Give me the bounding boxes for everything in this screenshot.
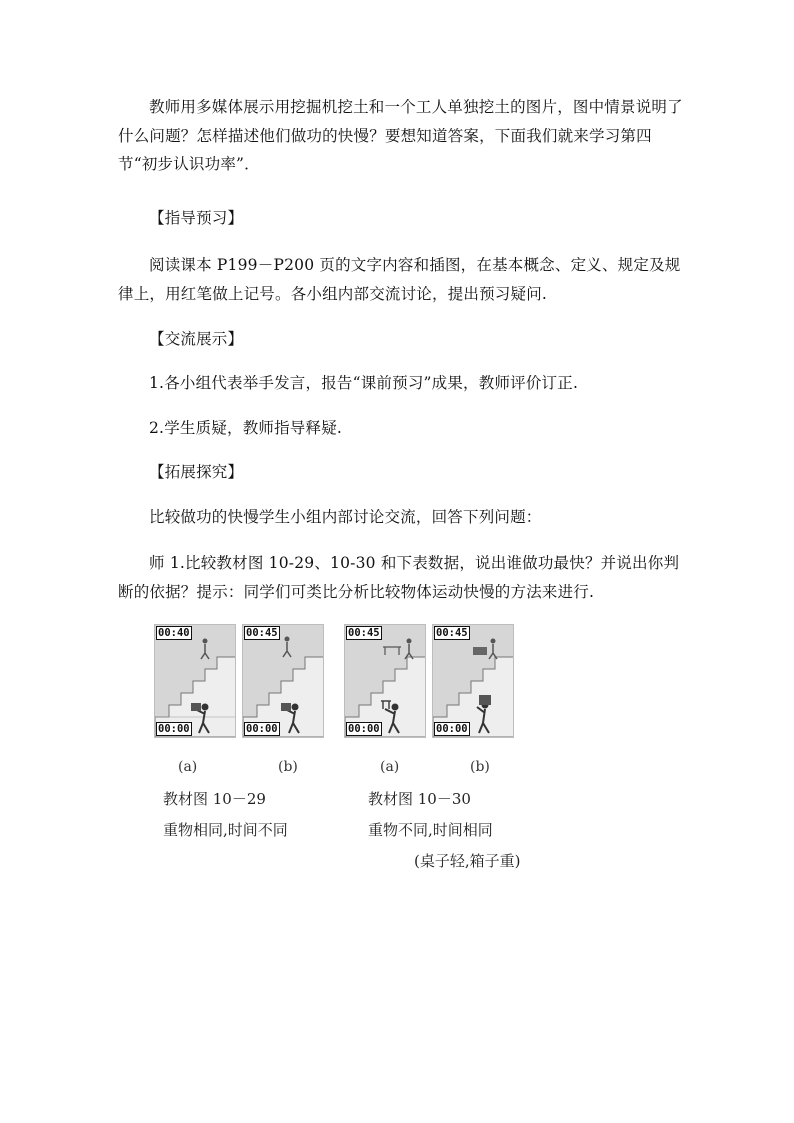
figure-10-30-description: 重物不同,时间相同	[368, 821, 493, 839]
explore-text: 比较做功的快慢学生小组内部讨论交流，回答下列问题：	[149, 508, 542, 526]
exchange-heading: 【交流展示】	[149, 330, 244, 348]
intro-paragraph: 教师用多媒体展示用挖掘机挖土和一个工人单独挖土的图片，图中情景说明了什么问题？怎样描述他们做功的快慢？要想知道答案，下面我们就来学习第四节“初步认识功率”．	[118, 98, 683, 173]
timer-start: 00:00	[246, 723, 278, 735]
timer-end: 00:40	[158, 627, 190, 639]
guide-preview-text: 阅读课本 P199－P200 页的文字内容和插图，在基本概念、定义、规定及规律上，用红笔做上记号。各小组内部交流讨论，提出预习疑问.	[118, 256, 681, 303]
sublabel-b: (b)	[470, 759, 490, 775]
figure-10-30-b	[432, 624, 514, 738]
figure-10-29-a	[154, 624, 236, 738]
question-1: 师 1.比较教材图 10-29、10-30 和下表数据，说出谁做功最快？并说出你判断的依据？提示：同学们可类比分析比较物体运动快慢的方法来进行.	[118, 554, 680, 601]
figure-10-30-a	[344, 624, 426, 738]
figure-10-30-note: (桌子轻,箱子重)	[414, 852, 521, 870]
timer-end: 00:45	[436, 627, 468, 639]
timer-start: 00:00	[158, 723, 190, 735]
figure-10-29-b	[242, 624, 324, 738]
explore-heading: 【拓展探究】	[149, 463, 244, 481]
timer-end: 00:45	[246, 627, 278, 639]
staircase-illustration	[242, 624, 324, 738]
sublabel-a: (a)	[380, 759, 400, 775]
timer-start: 00:00	[348, 723, 380, 735]
staircase-illustration	[154, 624, 236, 738]
timer-start: 00:00	[436, 723, 468, 735]
staircase-illustration	[344, 624, 426, 738]
timer-end: 00:45	[348, 627, 380, 639]
staircase-illustration	[432, 624, 514, 738]
guide-preview-heading: 【指导预习】	[149, 209, 244, 227]
exchange-item-1: 1.各小组代表举手发言，报告“课前预习”成果，教师评价订正.	[149, 374, 579, 392]
sublabel-b: (b)	[278, 759, 298, 775]
figure-10-29-title: 教材图 10－29	[163, 790, 266, 808]
figure-10-29-description: 重物相同,时间不同	[163, 821, 288, 839]
sublabel-a: (a)	[178, 759, 198, 775]
exchange-item-2: 2.学生质疑，教师指导释疑.	[149, 419, 343, 437]
figure-10-30-title: 教材图 10－30	[368, 790, 471, 808]
